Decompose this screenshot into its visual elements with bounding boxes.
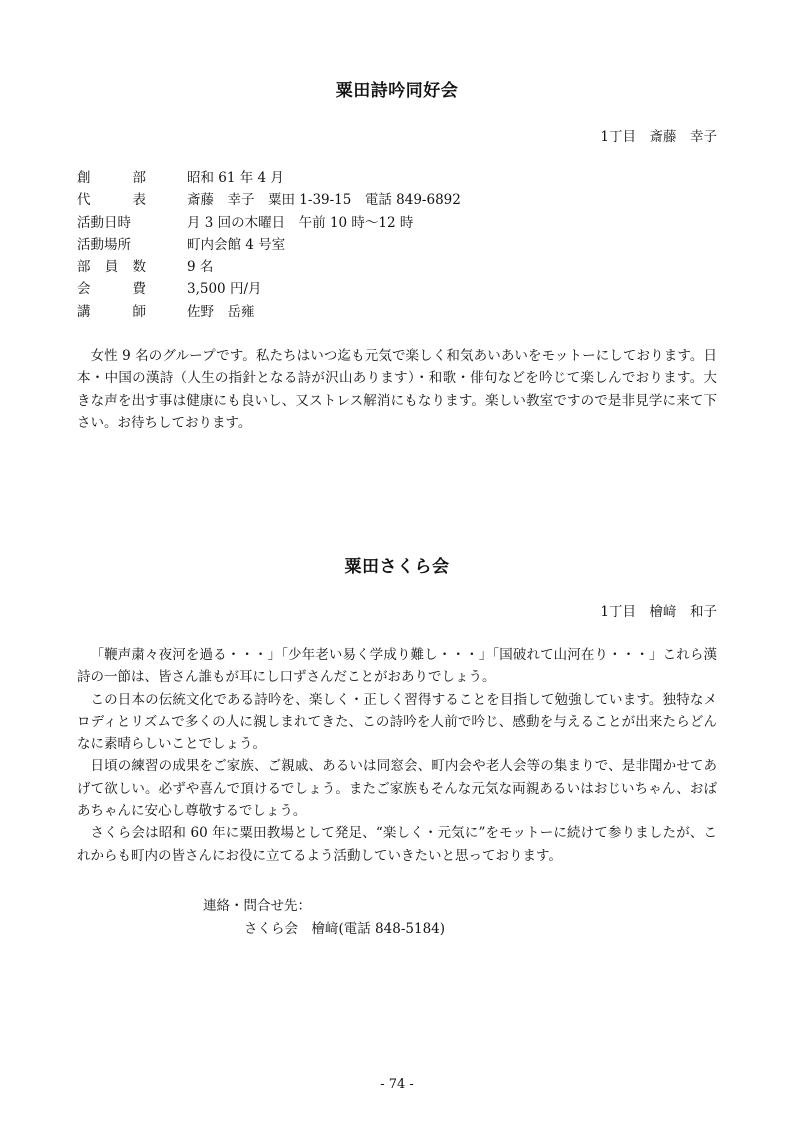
info-key: 講 師 [77,303,146,320]
section1-title: 粟田詩吟同好会 [335,81,459,101]
section1-body [77,345,717,434]
body-paragraph: この日本の伝統文化である詩吟を、楽しく・正しく習得することを目指して勉強しています。独特なメロディとリズムで多くの人に親しまれてきた、この詩吟を人前で吟じ、感動を与えることが出来たらどんなに素晴らしいことでしょう。 [77,691,717,753]
section1-info-table [77,167,461,323]
info-row-instructor [77,301,255,323]
info-row-fee [77,278,262,300]
info-value: 町内会館 4 号室 [187,236,286,253]
section2-body [77,644,717,867]
body-paragraph: 日頃の練習の成果をご家族、ご親戚、あるいは同窓会、町内会や老人会等の集まりで、是非聞かせてあげて欲しい。必ずや喜んで頂けるでしょう。またご家族もそんな元気な両親あるいはおじいちゃん、おばあちゃんに安心し尊敬するでしょう。 [77,758,717,820]
info-value: 月 3 回の木曜日 午前 10 時～12 時 [187,214,414,231]
info-row-members [77,256,214,278]
contact-label: 連絡・問合せ先： [203,898,311,914]
info-value: 3,500 円/月 [187,281,262,298]
info-key: 活動場所 [77,236,131,253]
page-number: - 74 - [380,1077,414,1092]
info-key: 代 表 [77,192,146,209]
info-key: 会 費 [77,281,146,298]
info-key: 活動日時 [77,214,131,231]
section1-author: 1丁目 斎藤 幸子 [600,129,717,145]
info-value: 斎藤 幸子 粟田 1-39-15 電話 849-6892 [187,192,461,209]
info-value: 9 名 [187,259,214,276]
info-row-schedule [77,212,414,234]
info-row-location [77,234,286,256]
info-key: 創 部 [77,170,146,186]
contact-value: さくら会 檜﨑(電話 848-5184) [244,921,446,937]
body-paragraph: さくら会は昭和 60 年に粟田教場として発足、“楽しく・元気に”をモットーに続けて参りましたが、これからも町内の皆さんにお役に立てるよう活動していきたいと思っております。 [77,825,717,864]
body-paragraph: 女性 9 名のグループです。私たちはいつ迄も元気で楽しく和気あいあいをモットーにしております。日本・中国の漢詩（人生の指針となる詩が沢山あります）・和歌・俳句などを吟じて楽しんでおります。大きな声を出す事は健康にも良いし、又ストレス解消にもなります。楽しい教室ですので是非見学に来て下さい。お待ちしております。 [77,348,717,431]
section2-title: 粟田さくら会 [344,557,450,577]
info-row-representative [77,189,461,211]
section2-author: 1丁目 檜﨑 和子 [600,604,717,620]
info-row-founded [77,167,284,189]
info-value: 佐野 岳雍 [187,303,255,320]
info-value: 昭和 61 年 4 月 [187,170,284,186]
info-key: 部員数 [77,259,146,276]
body-paragraph: 「鞭声粛々夜河を過る・・・」「少年老い易く学成り難し・・・」「国破れて山河在り・・・」これら漢詩の一節は、皆さん誰もが耳にし口ずさんだことがおありでしょう。 [77,647,717,686]
